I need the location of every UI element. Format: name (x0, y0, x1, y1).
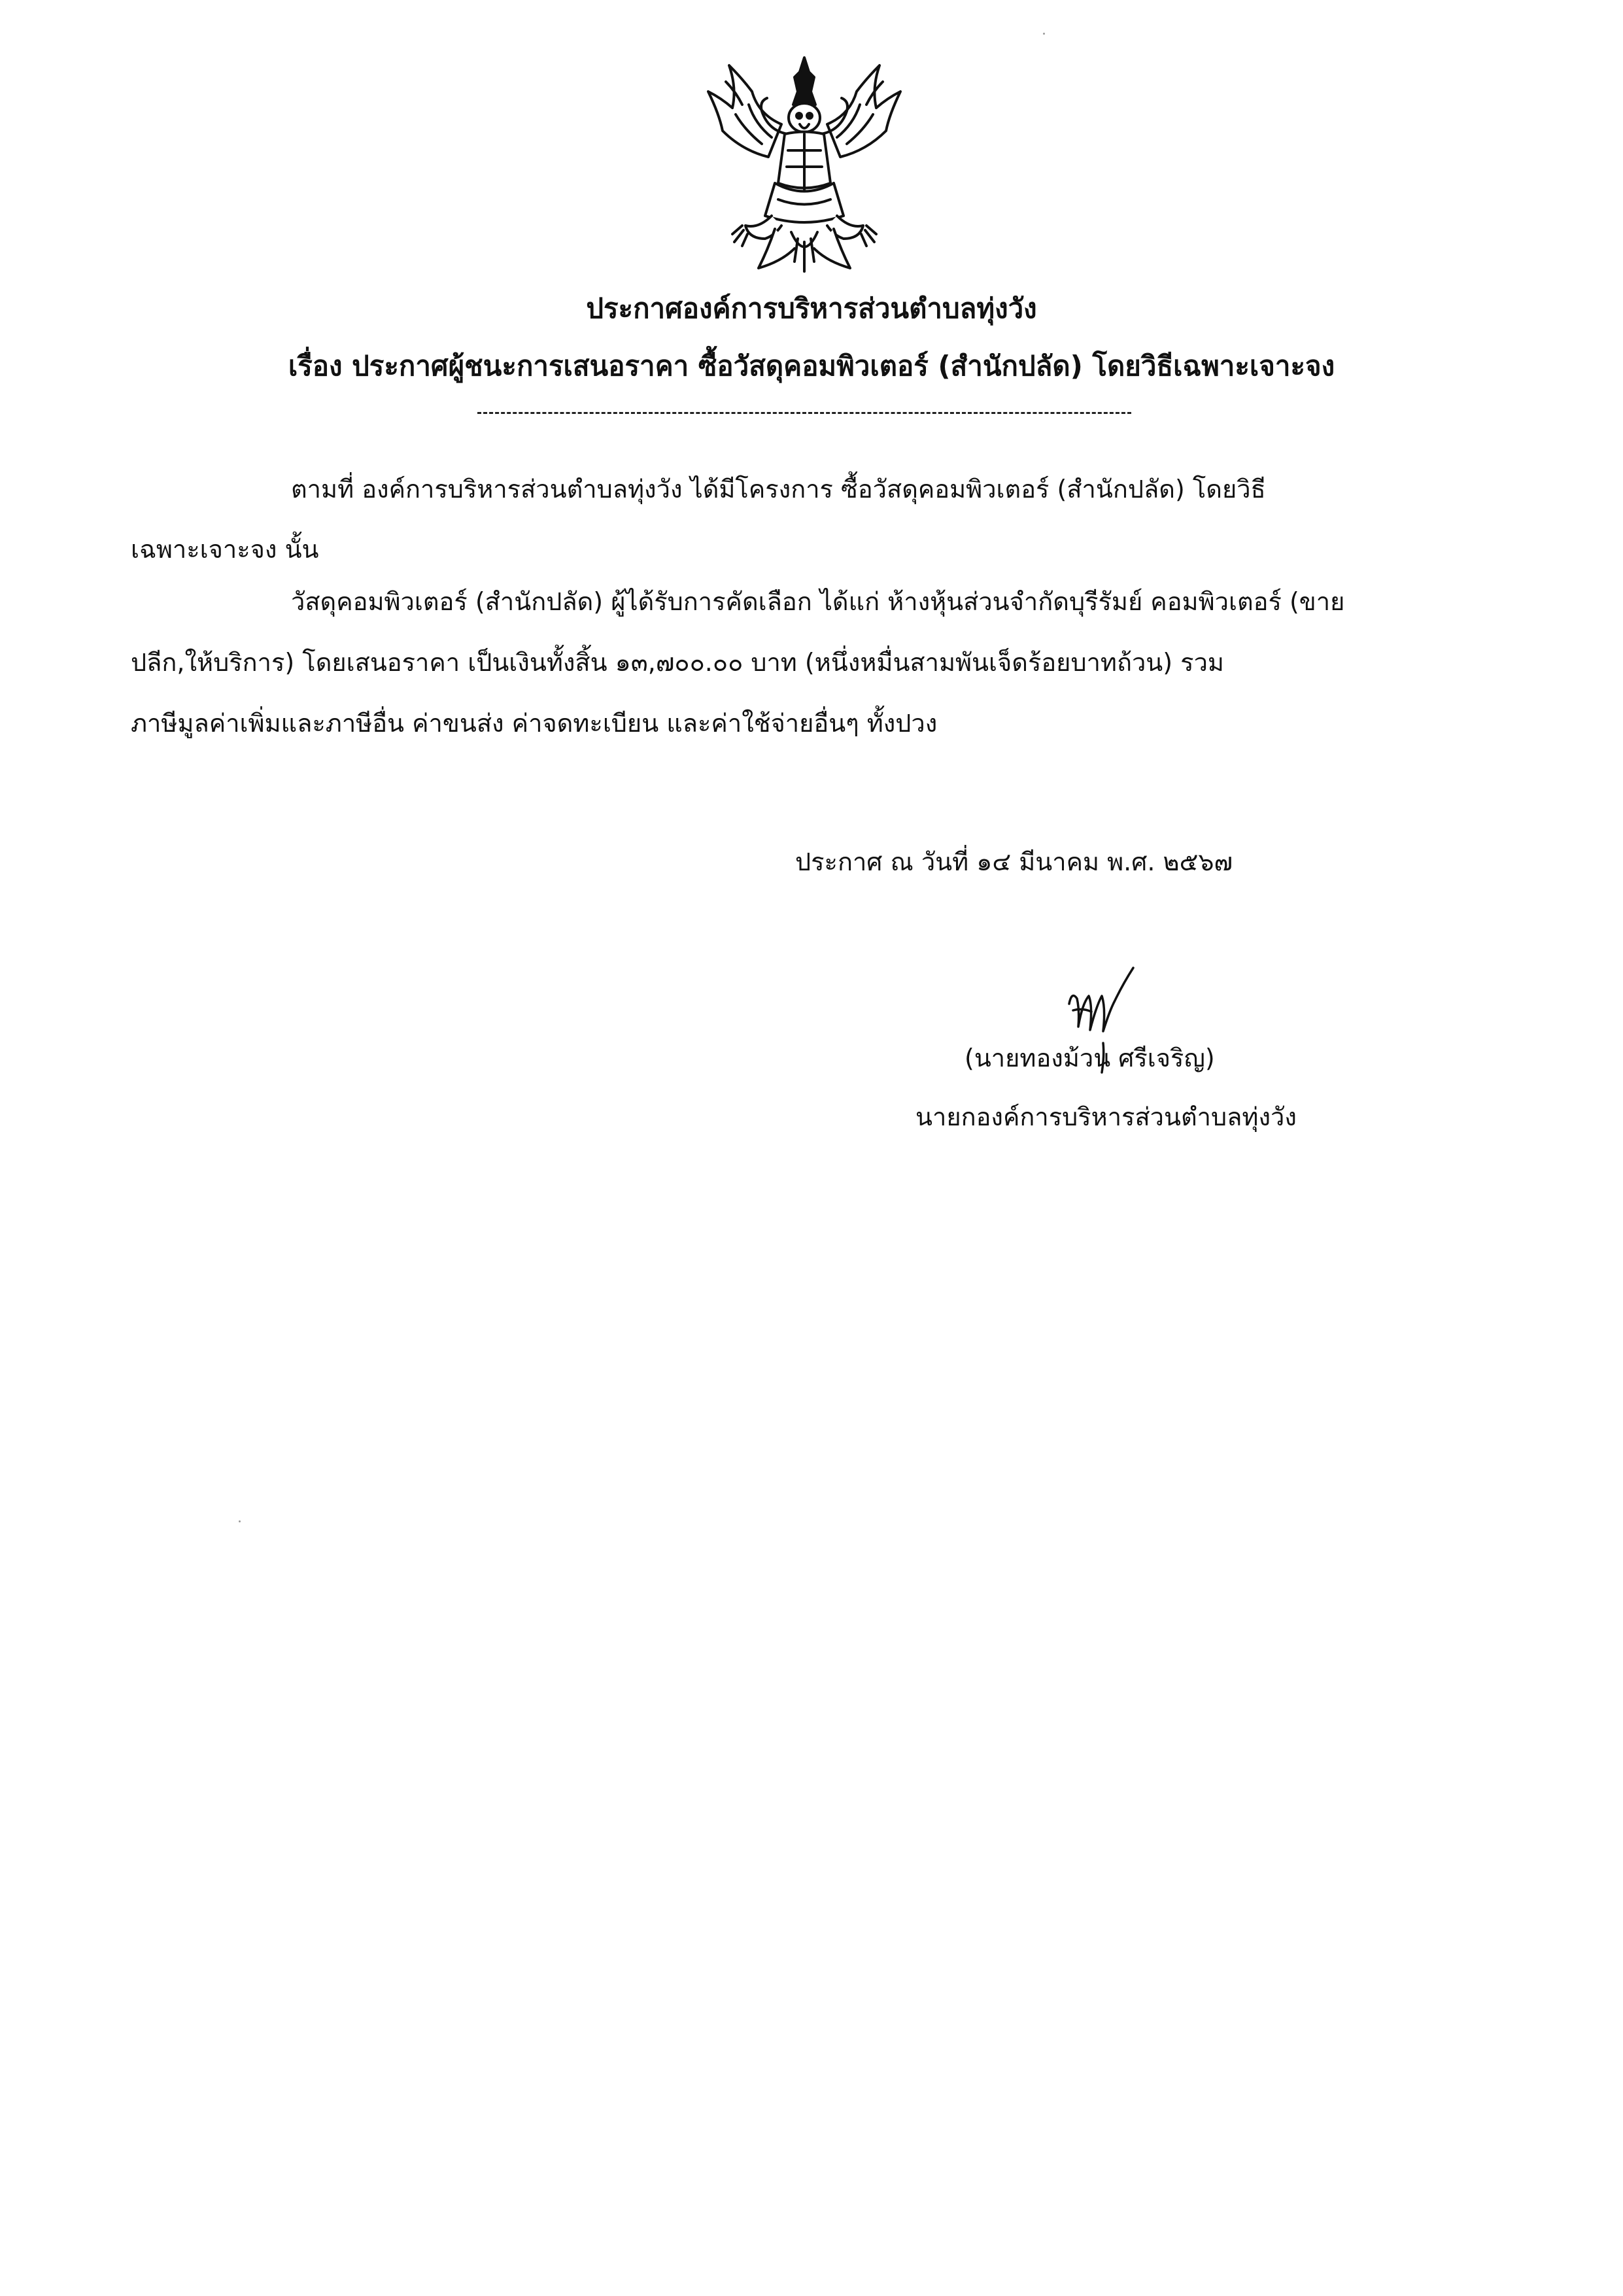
paragraph-2-line-3: ภาษีมูลค่าเพิ่มและภาษีอื่น ค่าขนส่ง ค่าจดทะเบียน และค่าใช้จ่ายอื่นๆ ทั้งปวง (131, 709, 938, 738)
paragraph-1-line-1: ตามที่ องค์การบริหารส่วนตำบลทุ่งวัง ได้มีโครงการ ซื้อวัสดุคอมพิวเตอร์ (สำนักปลัด) โดยวิธี (291, 475, 1266, 504)
garuda-emblem-icon (696, 52, 912, 278)
title-divider (477, 412, 1131, 414)
paragraph-1-line-2: เฉพาะเจาะจง นั้น (131, 535, 319, 564)
signer-title: นายกองค์การบริหารส่วนตำบลทุ่งวัง (915, 1103, 1297, 1131)
scan-speck (239, 1520, 241, 1522)
document-subject: เรื่อง ประกาศผู้ชนะการเสนอราคา ซื้อวัสดุคอมพิวเตอร์ (สำนักปลัด) โดยวิธีเฉพาะเจาะจง (288, 350, 1335, 382)
announcement-date: ประกาศ ณ วันที่ ๑๔ มีนาคม พ.ศ. ๒๕๖๗ (795, 848, 1233, 876)
scan-speck (1043, 33, 1045, 35)
paragraph-2-line-2: ปลีก,ให้บริการ) โดยเสนอราคา เป็นเงินทั้งสิ้น ๑๓,๗๐๐.๐๐ บาท (หนึ่งหมื่นสามพันเจ็ดร้อยบาทถ้วน) รวม (131, 648, 1224, 677)
paragraph-2-line-1: วัสดุคอมพิวเตอร์ (สำนักปลัด) ผู้ได้รับการคัดเลือก ได้แก่ ห้างหุ้นส่วนจำกัดบุรีรัมย์ คอมพิวเตอร์ (ขาย (291, 587, 1345, 616)
document-title: ประกาศองค์การบริหารส่วนตำบลทุ่งวัง (586, 292, 1037, 324)
signer-name: (นายทองม้วน ศรีเจริญ) (965, 1044, 1215, 1072)
